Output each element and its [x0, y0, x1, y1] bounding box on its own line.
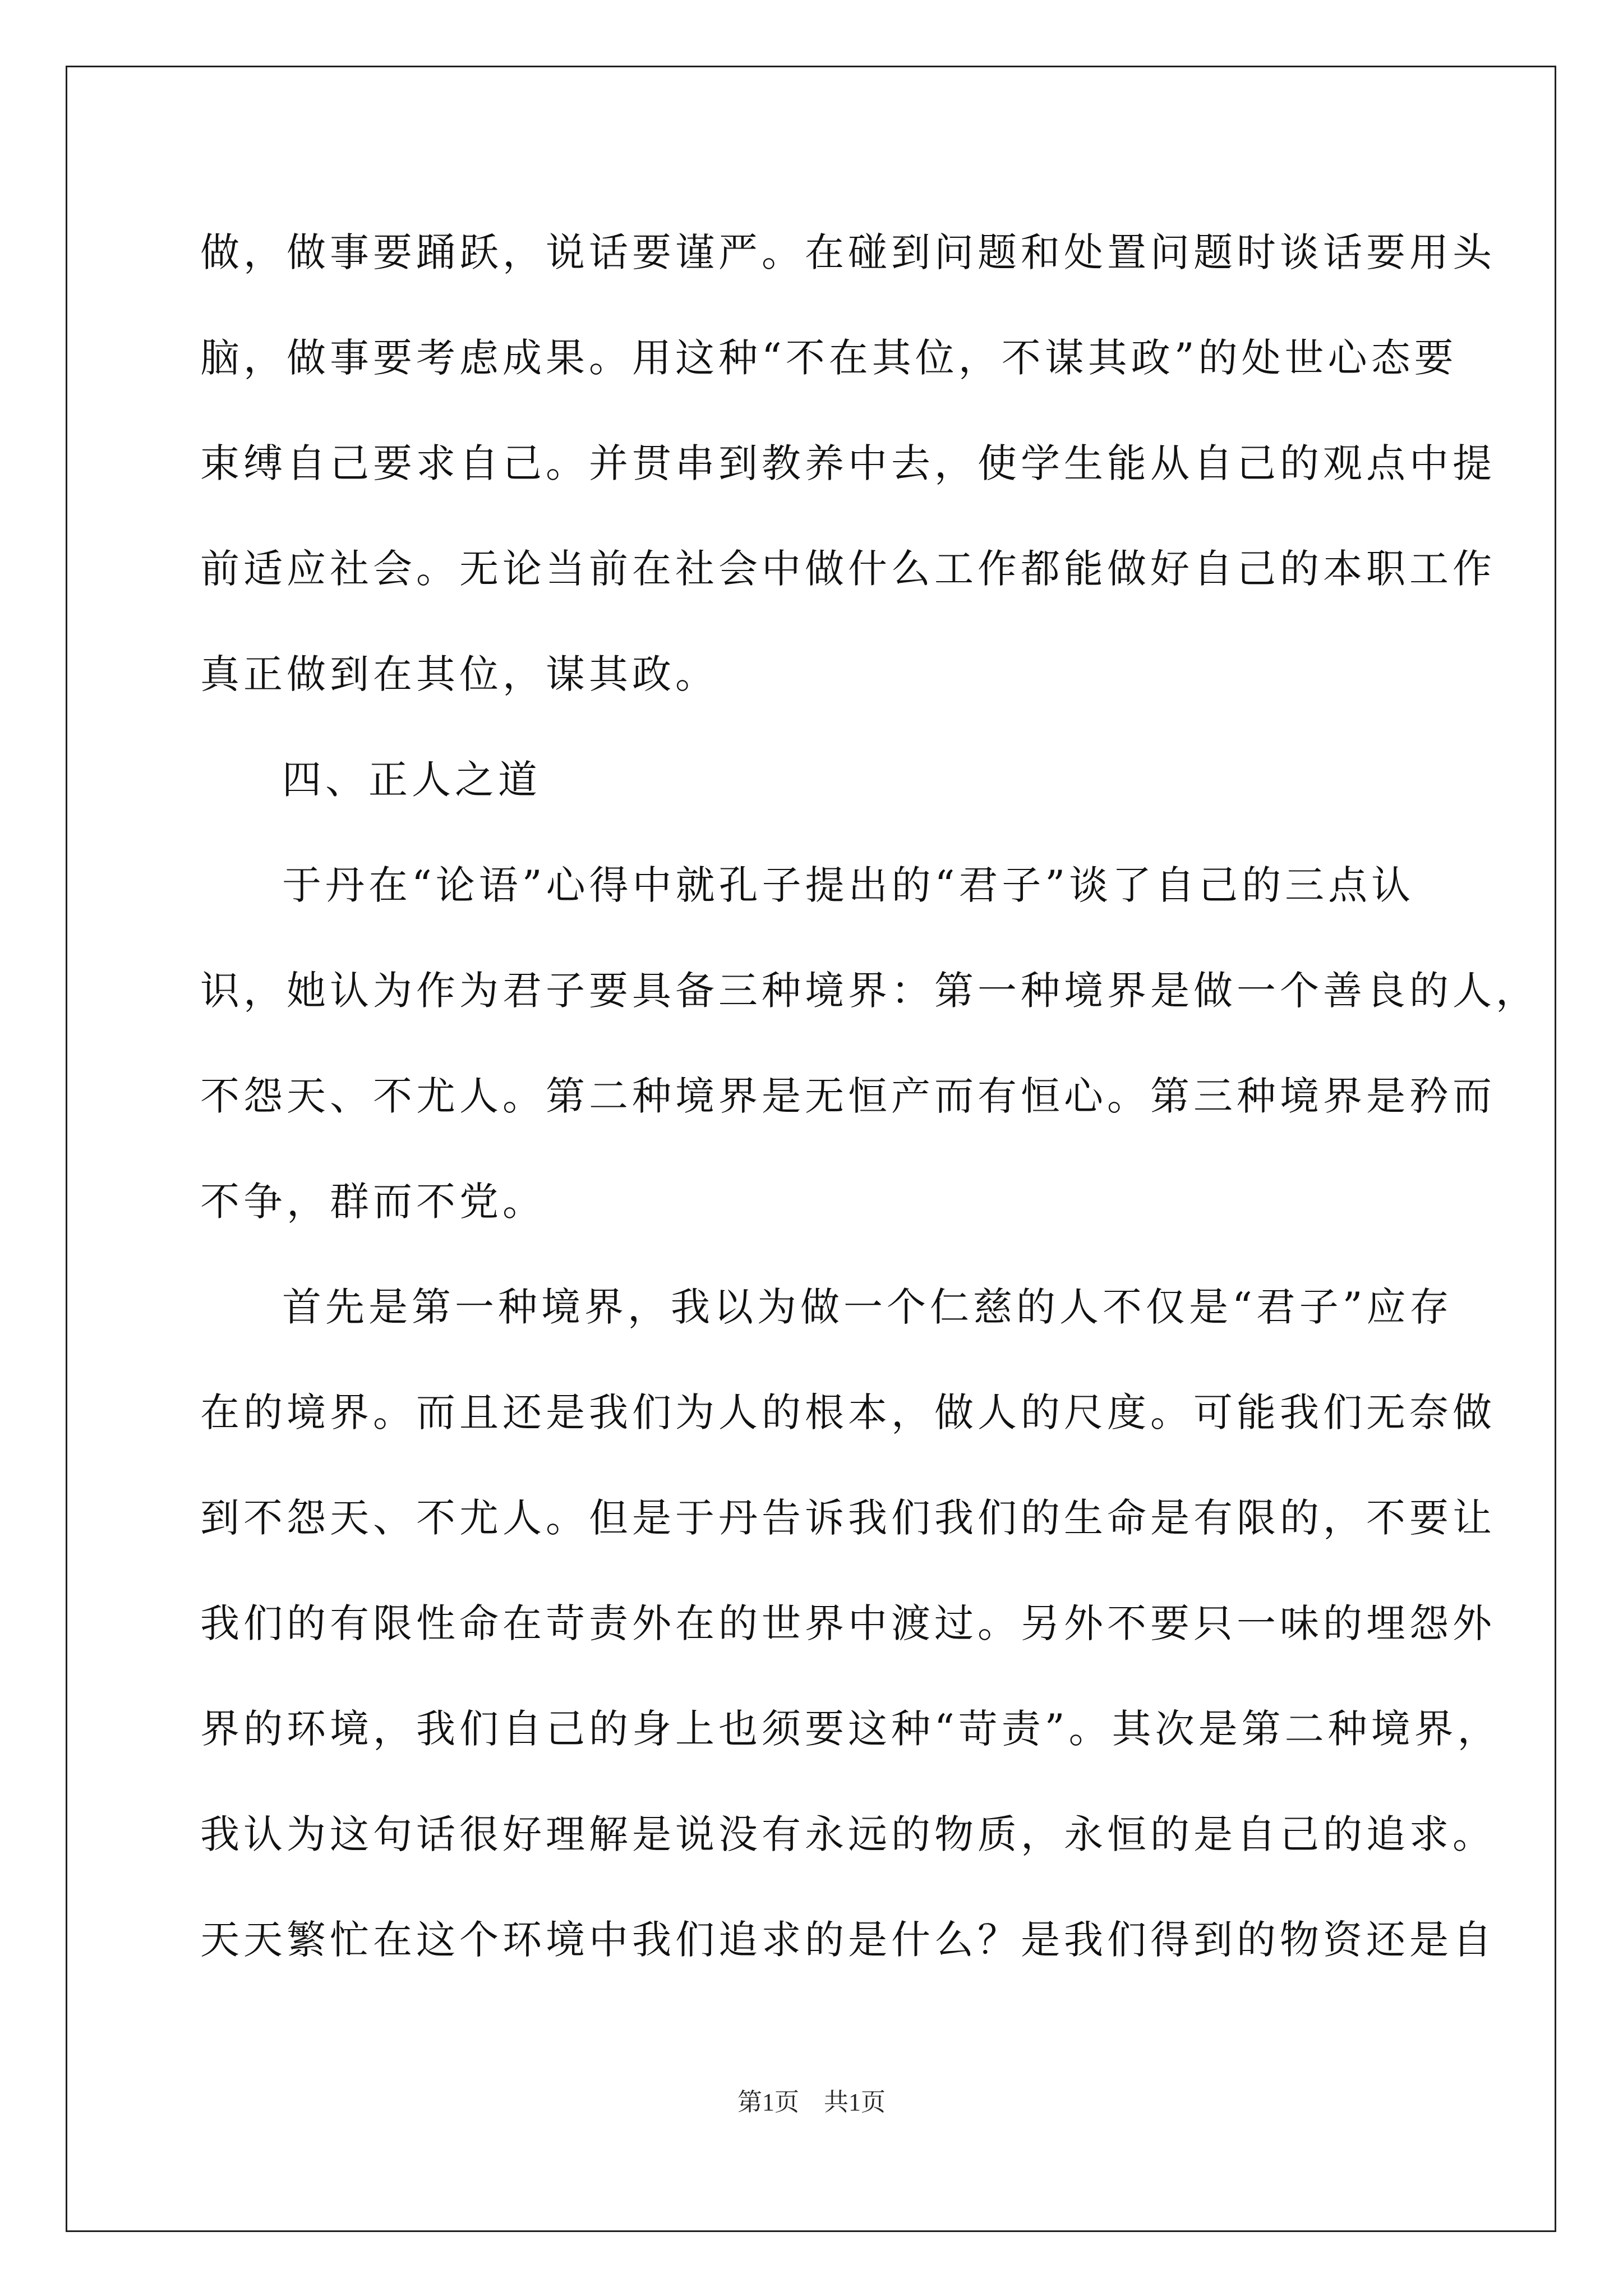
text-line: 界的环境，我们自己的身上也须要这种“苛责”。其次是第二种境界， [200, 1706, 1501, 1752]
text-line: 识，她认为作为君子要具备三种境界：第一种境界是做一个善良的人， [200, 968, 1539, 1014]
text-line: 不争，群而不党。 [200, 1179, 546, 1225]
text-line: 前适应社会。无论当前在社会中做什么工作都能做好自己的本职工作 [200, 546, 1496, 592]
text-line: 在的境界。而且还是我们为人的根本，做人的尺度。可能我们无奈做 [200, 1389, 1496, 1435]
text-line: 到不怨天、不尤人。但是于丹告诉我们我们的生命是有限的，不要让 [200, 1495, 1496, 1541]
text-line: 天天繁忙在这个环境中我们追求的是什么？是我们得到的物资还是自 [200, 1917, 1496, 1963]
document-body [200, 218, 1539, 2011]
text-line: 束缚自己要求自己。并贯串到教养中去，使学生能从自己的观点中提 [200, 440, 1496, 486]
text-line: 真正做到在其位，谋其政。 [200, 651, 718, 697]
text-line: 脑，做事要考虑成果。用这种“不在其位，不谋其政”的处世心态要 [200, 335, 1458, 381]
text-line: 于丹在“论语”心得中就孔子提出的“君子”谈了自己的三点认 [282, 862, 1415, 908]
text-line: 做，做事要踊跃，说话要谨严。在碰到问题和处置问题时谈话要用头 [200, 229, 1496, 275]
text-line: 我们的有限性命在苛责外在的世界中渡过。另外不要只一味的埋怨外 [200, 1600, 1496, 1646]
text-line: 我认为这句话很好理解是说没有永远的物质，永恒的是自己的追求。 [200, 1811, 1496, 1857]
page-footer: 第1页 共1页 [737, 2088, 886, 2116]
text-line: 不怨天、不尤人。第二种境界是无恒产而有恒心。第三种境界是矜而 [200, 1073, 1496, 1119]
section-heading: 四、正人之道 [282, 757, 541, 803]
text-line: 首先是第一种境界，我以为做一个仁慈的人不仅是“君子”应存 [282, 1284, 1453, 1330]
